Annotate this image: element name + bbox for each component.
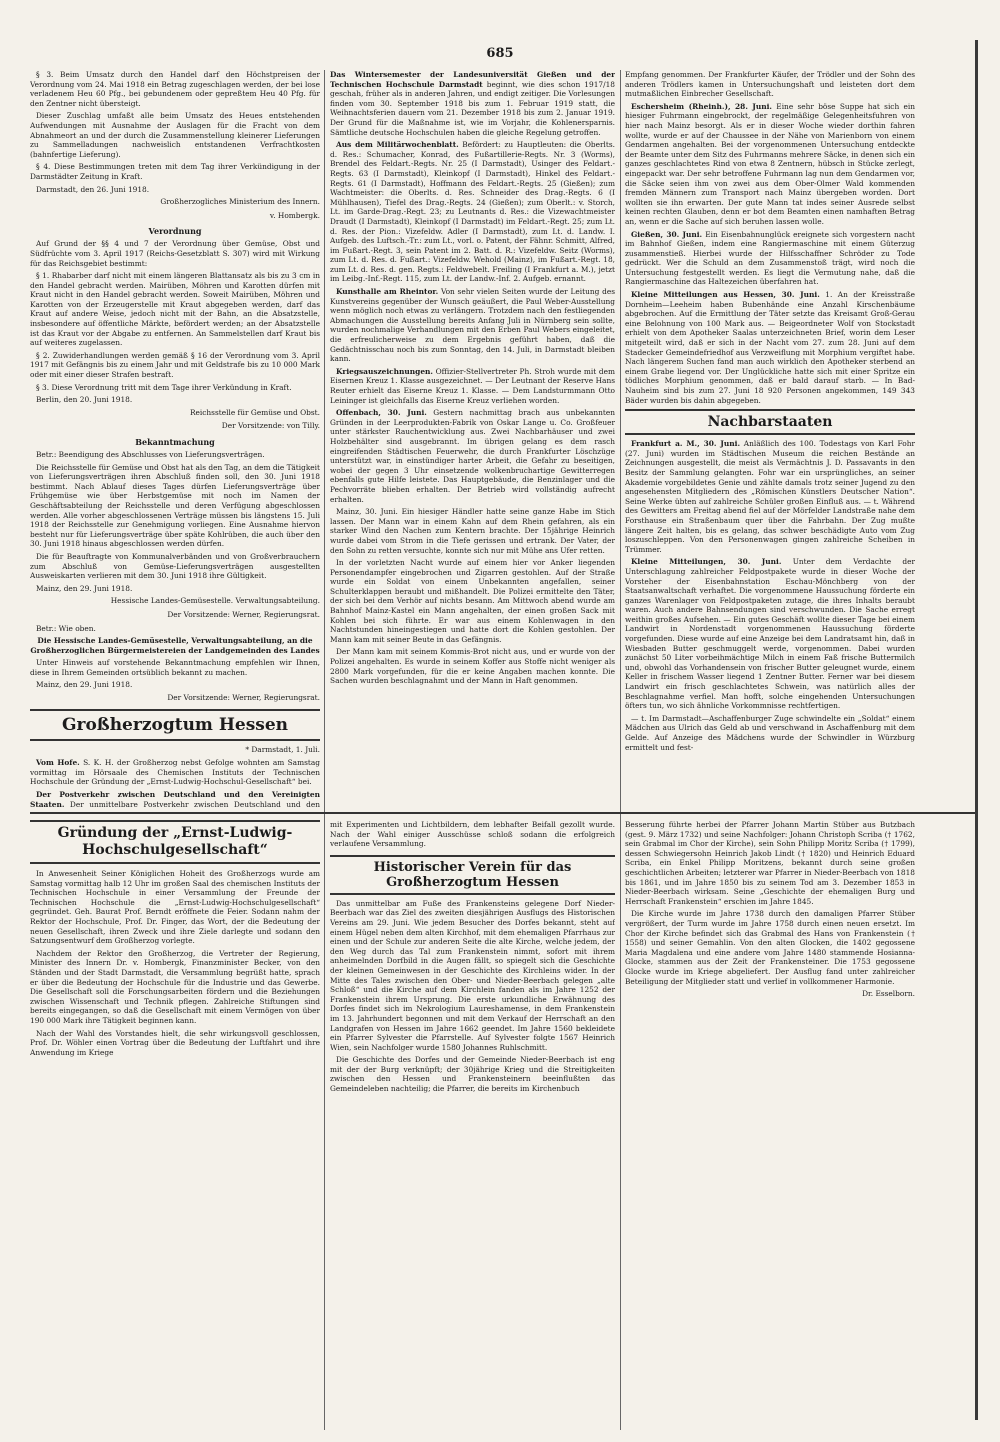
paragraph: beginnt, wie dies schon 1917/18 geschah, früher als in anderen Jahren, und endigt zeitiger. Die Vorlesungen finden vom 30. September 1918 bis zum 1. Februar 1919 statt, die Weihnachtsferien dauern vom 21. Dezember 1918 bis zum 2. Januar 1919. Der Grund für die Maßnahme ist, wie im Vorjahr, die Kohlenersparnis. Sämtliche deutsche Hochschulen haben die gleiche Regelung getroffen. (330, 79, 615, 137)
paragraph: Offizier-Stellvertreter Ph. Stroh wurde mit dem Eisernen Kreuz 1. Klasse ausgezeichnet. — Der Leutnant der Reserve Hans Reuter erhielt das Eiserne Kreuz 1. Klasse. — Dem Landsturmmann Otto Leininger ist gleichfalls das Eiserne Kreuz verliehen worden. (330, 366, 615, 405)
signature: Dr. Esselborn. (862, 989, 915, 999)
article-lead: Kleine Mitteilungen, 30. Juni. (631, 557, 782, 567)
article-lead: Eschersheim (Rheinh.), 28. Juni. (631, 101, 773, 111)
paragraph: Das unmittelbar am Fuße des Frankensteins gelegene Dorf Nieder-Beerbach war das Ziel des zweiten diesjährigen Ausflugs des Historischen Vereins am 29. Juni. Wie jedem Besucher des Dorfes bekannt, steht auf einem Hügel neben dem alten Kirchhof, mit dem ehemaligen Pfarrhaus zur einen und der Schule zur anderen Seite die alte Kirche, welche jedem, der den Weg durch das Tal zum Frankenstein nimmt, sofort mit ihrem anheimelnden Dorfbild in die Augen fällt, so spiegelt sich die Geschichte der kleinen Gemeinwesen in der Geschichte des Kirchleins wider. In der Mitte des Tales zwischen den Ober- und Nieder-Beerbach gelegen „alte Schloß“ und die Kirche auf dem Kirchlein fanden als im Jahre 1252 der Frankenstein ihrem Ursprung. Die erste urkundliche Erwähnung des Dorfes findet sich im Nekrologium Laureshamense, in dem Frankenstein im 13. Jahrhundert begonnen und mit dem Verkauf der Herrschaft an den Landgrafen von Hessen im Jahre 1662 geendet. Im Jahre 1560 bekleidete ein Pfarrer Sylvester die Pfarrstelle. Auf Sylvester folgte 1567 Heinrich Wien, sein Nachfolger wurde 1580 Johannes Ruhlschmitt. (330, 898, 615, 1052)
article-lead: Vom Hofe. (36, 758, 80, 768)
section-divider (30, 812, 975, 814)
signature: Der Vorsitzende: Werner, Regierungsrat. (167, 609, 320, 619)
paragraph: Ein Eisenbahnunglück ereignete sich vorgestern nacht im Bahnhof Gießen, indem eine Rangiermaschine mit einem Güterzug zusammenstieß. Hierbei wurde der Hilfsschaffner Schröder zu Tode gedrückt. Wer die Schuld an dem Zusammenstoß trägt, wird noch die Untersuchung festgestellt werden. Es liegt die Vermutung nahe, daß die Rangiermaschine das Haltezeichen überfahren hat. (625, 229, 915, 287)
signature: v. Hombergk. (269, 210, 320, 220)
paragraph: Betr.: Beendigung des Abschlusses von Lieferungsverträgen. (36, 450, 265, 459)
paragraph: § 2. Zuwiderhandlungen werden gemäß § 16 der Verordnung vom 3. April 1917 mit Gefängnis bis zu einem Jahr und mit Geldstrafe bis zu 10 000 Mark oder mit einer dieser Strafen bestraft. (30, 350, 320, 380)
paragraph: Die Reichsstelle für Gemüse und Obst hat als den Tag, an dem die Tätigkeit von Lieferungsverträgen ihren Abschluß finden soll, den 30. Juni 1918 bestimmt. Nach Ablauf dieses Tages dürfen Lieferungsverträge über Frühgemüse wie über Herbstgemüse mit noch im Namen der Geschäftsabteilung der Reichsstelle und deren Verfügung abgeschlossen werden. Alle vorher abgeschlossenen Verträge müssen bis längstens 15. Juli 1918 der Reichsstelle zur Genehmigung vorliegen. Eine Ausnahme hiervon besteht nur für Lieferungsverträge über späte Kohlrüben, die auch über den 30. Juni 1918 hinaus abgeschlossen werden dürfen. (30, 462, 320, 549)
article-lead: Der Postverkehr zwischen Deutschland und den Vereinigten Staaten. (30, 790, 320, 808)
paragraph: Die Kirche wurde im Jahre 1738 durch den damaligen Pfarrer Stüber vergrößert, der Turm wurde im Jahre 1758 durch einen neuen ersetzt. Im Chor der Kirche befindet sich das Grabmal des Hans von Frankenstein († 1558) und seiner Gemahlin. Von den alten Glocken, die 1402 gegossene Maria Magdalena und eine andere vom Jahre 1480 stammende Hosianna-Glocke, stammen aus der Zeit der Frankensteiner. Die 1753 gegossene Glocke wurde im Kriege abgeliefert. Der Ausflug fand unter zahlreicher Beteiligung der Mitglieder statt und verlief in vollkommener Harmonie. (625, 909, 915, 986)
paragraph: Befördert: zu Hauptleuten: die Oberlts. d. Res.: Schumacher, Konrad, des Fußartillerie-Regts. Nr. 3 (Worms), Brendel des Feldart.-Regts. Nr. 25 (I Darmstadt), Usinger des Feldart.-Regts. 63 (I Darmstadt), Kleinkopf (I Darmstadt), Hinkel des Feldart.-Regts. 61 (I Darmstadt), Hoffmann des Feldart.-Regts. 25 (Gießen); zum Wachtmeister: die Oberlts. d. Res. Schneider des Drag.-Regts. 6 (I Mühlhausen), Tiefel des Drag.-Regts. 24 (Gießen); zum Oberlt.: v. Storch, Lt. im Garde-Drag.-Regt. 23; zu Leutnants d. Res.: die Vizewachtmeister Draudt (I Darmstadt), Kleinkopf (I Darmstadt) im Feldart.-Regt. 25; zum Lt. d. Res. der Pion.: Vizefeldw. Adler (I Darmstadt), zum Lt. d. Landw. I. Aufgeb. des Luftsch.-Tr.: zum Lt., vorl. o. Patent, der Fähnr. Schmitt, Alfred, im Fußart.-Regt. 3, sein Patent im 2. Batt. d. R.: Vizefeldw. Seitz (Worms), zum Lt. d. Res. d. Fußart.: Vizefeldw. Wehold (Mainz), im Fußart.-Regt. 18, zum Lt. d. Res. d. gen. Regts.: Feldwebelt. Freiling (I Frankfurt a. M.), jetzt im Leibg.-Inf.-Regt. 115, zum Lt. der Landw.-Inf. 2. Aufgeb. ernannt. (330, 140, 615, 284)
paragraph: Nachdem der Rektor den Großherzog, die Vertreter der Regierung, Minister des Innern Dr. v. Hombergk, Finanzminister Becker, von den Ständen und der Stadt Darmstadt, die Versammlung begrüßt hatte, sprach er über die Bedeutung der Hochschule für die Industrie und das Gewerbe. Die Gesellschaft soll die Forschungsarbeiten fördern und die Beziehungen zwischen Wissenschaft und Technik pflegen. Zahlreiche Stiftungen sind bereits eingegangen, so daß die Gesellschaft mit einem Vermögen von über 190 000 Mark ihre Tätigkeit beginnen kann. (30, 948, 320, 1025)
column-1-lower (30, 820, 320, 1432)
paragraph: Mainz, den 29. Juni 1918. (36, 680, 133, 690)
address-line: Die Hessische Landes-Gemüsestelle, Verwaltungsabteilung, an die Großherzoglichen Bürgermeistereien der Landgemeinden des Landes (30, 636, 320, 655)
paragraph: § 1. Rhabarber darf nicht mit einem längeren Blattansatz als bis zu 3 cm in den Handel gebracht werden. Mairüben, Möhren und Karotten dürfen mit Kraut nicht in den Handel gebracht werden. Soweit Mairüben, Möhren und Karotten von der Erzeugerstelle mit Kraut abgegeben werden, darf das Kraut auf andere Weise, jedoch nicht mit der Bahn, an die Absatzstelle, insbesondere auf öffentliche Märkte, befördert werden; an der Absatzstelle ist das Kraut vor der Abgabe zu entfernen. An Sammelstellen darf Kraut bis auf weiteres zugelassen. (30, 271, 320, 348)
paragraph: Eine sehr böse Suppe hat sich ein hiesiger Fuhrmann eingebrockt, der regelmäßige Gelegenheitsfuhren von hier nach Mainz besorgt. Als er in dieser Woche wieder dorthin fahren wollte, wurde er auf der Chaussee in der Nähe von Marienborn von einem Gendarmen angehalten. Bei der vorgenommenen Untersuchung entdeckte der Beamte unter dem Sitz des Fuhrmanns mehrere Säcke, in denen sich ein ganzes geschlachtetes Rind von etwa 8 Zentnern, hübsch in Stücke zerlegt, eingepackt war. Der sehr betroffene Fuhrmann lag nun dem Gendarmen vor, die Säcke seien ihm von zwei aus dem Ober-Olmer Wald kommenden fremden Männern zum Transport nach Mainz übergeben worden. Dort wollten sie ihn erwarten. Der gute Mann tat indes seiner Ausrede selbst keinen rechten Glauben, denn er bot dem Beamten einen namhaften Betrag an, wenn er die Sache auf sich beruhen lassen wolle. (625, 101, 915, 226)
column-3-lower (625, 820, 915, 1432)
section-heading: Verordnung (148, 226, 202, 237)
paragraph: Besserung führte herbei der Pfarrer Johann Martin Stüber aus Butzbach (gest. 9. März 1732) und seine Nachfolger: Johann Christoph Scriba († 1762, sein Grabmal im Chor der Kirche), sein Sohn Philipp Moritz Scriba († 1799), dessen Schwiegersohn Heinrich Jakob Lindt († 1820) und Heinrich Eduard Scriba, ein Enkel Philipp Moritzens, bekannt durch seine großen geschichtlichen Arbeiten; letzterer war Pfarrer in Nieder-Beerbach von 1818 bis 1861, und im Jahre 1850 bis zu seinem Tod am 3. Dezember 1853 in Nieder-Beerbach wirksam. Seine „Geschichte der ehemaligen Burg und Herrschaft Frankenstein“ erschien im Jahre 1845. (625, 820, 915, 906)
paragraph: 1. An der Kreisstraße Dornheim—Leeheim haben Bubenhände eine Anzahl Kirschenbäume abgebrochen. Auf die Ermittlung der Täter setzte das Kreisamt Groß-Gerau eine Belohnung von 100 Mark aus. — Beigeordneter Wolf von Stockstadt erhielt von dem Apotheker Saalas unterzeichneten Brief, worin dem Leser mitgeteilt wird, daß er sich in der Nacht vom 27. zum 28. Juni auf dem Stadecker Gemeindefriedhof aus Verzweiflung mit Morphium vergiftet habe. Nach längerem Suchen fand man auch wirklich den Apotheker sterbend an einem Grabe liegend vor. Der Unglückliche hatte sich mit einer Spritze ein tödliches Morphium genommen, daß er bald darauf starb. — In Bad-Nauheim sind bis zum 27. Juni 18 920 Personen angekommen, 149 343 Bäder wurden bis dahin abgegeben. (625, 290, 915, 405)
paragraph: Mainz, 30. Juni. Ein hiesiger Händler hatte seine ganze Habe im Stich lassen. Der Mann war in einem Kahn auf dem Rhein gefahren, als ein starker Wind den Nachen zum Kentern brachte. Der 15jährige Heinrich wurde dabei vom Strom in die Tiefe gerissen und ertrank. Der Vater, der den Sohn zu retten versuchte, konnte sich nur mit Mühe ans Ufer retten. (330, 507, 615, 555)
paragraph: Betr.: Wie oben. (36, 623, 96, 633)
signature: Großherzogliches Ministerium des Innern. (160, 197, 320, 207)
paragraph: Auf Grund der §§ 4 und 7 der Verordnung über Gemüse, Obst und Südfrüchte vom 3. April 1917 (Reichs-Gesetzblatt S. 307) wird mit Wirkung für das Reichsgebiet bestimmt: (30, 239, 320, 268)
article-lead: Gießen, 30. Juni. (631, 229, 703, 239)
paragraph: Der unmittelbare Postverkehr zwischen Deutschland und den (69, 799, 320, 808)
column-3 (625, 70, 915, 808)
column-2 (330, 70, 615, 808)
paragraph: S. K. H. der Großherzog nebst Gefolge wohnten am Samstag vormittag im Hörsaale des Chemischen Instituts der Technischen Hochschule der Gründung der „Ernst-Ludwig-Hochschul-Gesellschaft“ bei. (30, 758, 320, 787)
paragraph: § 3. Diese Verordnung tritt mit dem Tage ihrer Verkündung in Kraft. (36, 382, 292, 392)
paragraph: Empfang genommen. Der Frankfurter Käufer, der Trödler und der Sohn des anderen Trödlers kamen in Untersuchungshaft und leisteten dort dem mutmaßlichen Einbrecher Gesellschaft. (625, 70, 915, 99)
paragraph: In Anwesenheit Seiner Königlichen Hoheit des Großherzogs wurde am Samstag vormittag halb 12 Uhr im großen Saal des chemischen Instituts der Technischen Hochschule in einer Versammlung der Freunde der Technischen Hochschule die „Ernst-Ludwig-Hochschulgesellschaft“ gegründet. Geh. Baurat Prof. Berndt eröffnete die Feier. Sodann nahm der Rektor der Hochschule, Prof. Dr. Finger, das Wort, der die Bedeutung der neuen Gesellschaft, ihren Zweck und ihre Ziele darlegte und sodann den Satzungsentwurf dem Großherzog vorlegte. (30, 869, 320, 946)
article-lead: Aus dem Militärwochenblatt. (336, 140, 459, 150)
page-edge-rule (975, 40, 978, 1420)
paragraph: Anläßlich des 100. Todestags von Karl Fohr (27. Juni) wurden im Städtischen Museum die reichen Bestände an Zeichnungen ausgestellt, die meist als Vermächtnis J. D. Passavants in den Besitz der Sammlung gelangten. Fohr war ein ursprüngliches, an seiner Akademie vorgebildetes Genie und zählte damals trotz seiner Jugend zu den angesehensten Mitgliedern des „Römischen Künstlers Deutscher Nation“. Seine Werke übten auf zahlreiche Schüler großen Einfluß aus. — t. Während des Gewitters am Freitag abend fiel auf der Mörfelder Landstraße nahe dem Forsthause ein Straßenbaum quer über die Fahrbahn. Der Zug mußte längere Zeit halten, bis es gelang, das schwer beschädigte Auto vom Zug loszuschleppen. Von den Personenwagen gingen zahlreiche Scheiben in Trümmer. (625, 439, 915, 554)
paragraph: Darmstadt, den 26. Juni 1918. (36, 184, 150, 194)
signature: Der Vorsitzende: Werner, Regierungsrat. (167, 693, 320, 703)
paragraph: In der vorletzten Nacht wurde auf einem hier vor Anker liegenden Personendampfer eingebrochen und Zigarren gestohlen. Auf der Straße wurde ein Soldat von einem Unbekannten angefallen, seiner Schulterklappen beraubt und mißhandelt. Die Polizei ermittelte den Täter, der sich bei dem Verhör auf nichts besann. Am Mittwoch abend wurde am Bahnhof Mainz-Kastel ein Mann angehalten, der einen großen Sack mit Kohlen bei sich führte. Er war aus einem Kohlenwagen in den Nachtstunden hineingestiegen und hatte dort die Kohlen gestohlen. Der Mann kam mit seiner Beute in das Gefängnis. (330, 558, 615, 644)
paragraph: Berlin, den 20. Juni 1918. (36, 395, 133, 405)
article-lead: Kriegsauszeichnungen. (336, 366, 433, 376)
column-divider (324, 70, 325, 1430)
section-banner: Großherzogtum Hessen (30, 709, 320, 741)
article-lead: Frankfurt a. M., 30. Juni. (631, 439, 741, 449)
signature: Reichsstelle für Gemüse und Obst. (189, 407, 320, 417)
paragraph: Unter Hinweis auf vorstehende Bekanntmachung empfehlen wir Ihnen, diese in Ihrem Gemeinden ortsüblich bekannt zu machen. (30, 658, 320, 677)
column-divider (620, 70, 621, 1430)
signature: Hessische Landes-Gemüsestelle. Verwaltungsabteilung. (110, 596, 320, 606)
column-1 (30, 70, 320, 808)
section-heading: Bekanntmachung (135, 437, 215, 447)
paragraph: Mainz, den 29. Juni 1918. (36, 583, 133, 593)
paragraph: Der Mann kam mit seinem Kommis-Brot nicht aus, und er wurde von der Polizei angehalten. Es wurde in seinem Koffer aus Stoffe nicht weniger als 2800 Mark vorgefunden, für die er keine Angaben machen konnte. Die Sachen wurden beschlagnahmt und der Mann in Haft genommen. (330, 647, 615, 686)
paragraph: mit Experimenten und Lichtbildern, dem lebhafter Beifall gezollt wurde. Nach der Wahl einiger Ausschüsse schloß sodann die erfolgreich verlaufene Versammlung. (330, 820, 615, 849)
article-lead: Kunsthalle am Rheintor. (336, 287, 439, 297)
paragraph: Von sehr vielen Seiten wurde der Leitung des Kunstvereins gegenüber der Wunsch geäußert, die Paul Weber-Ausstellung wenn möglich noch etwas zu verlängern. Trotzdem nach den festliegenden Abmachungen die Ausstellung bereits Anfang Juli in Nürnberg sein sollte, wurden nochmalige Verhandlungen mit den Erben Paul Webers eingeleitet, die erfreulicherweise zu dem Ergebnis geführt haben, daß die Gedächtnisschau noch bis zum Sonntag, den 14. Juli, in Darmstadt bleiben kann. (330, 287, 615, 364)
column-2-lower (330, 820, 615, 1432)
section-banner: Nachbarstaaten (625, 409, 915, 435)
paragraph: Die für Beauftragte von Kommunalverbänden und von Großverbrauchern zum Abschluß von Gemüse-Lieferungsverträgen ausgestellten Ausweiskarten verlieren mit dem 30. Juni 1918 ihre Gültigkeit. (30, 551, 320, 581)
page-number: 685 (486, 46, 514, 61)
paragraph: — t. Im Darmstadt—Aschaffenburger Zuge schwindelte ein „Soldat“ einem Mädchen aus Ulrich das Geld ab und verschwand in Aschaffenburg mit dem Gelde. Auf Anzeige des Mädchens wurde der Schwindler in Würzburg ermittelt und fest- (625, 713, 915, 752)
paragraph: § 3. Beim Umsatz durch den Handel darf den Höchstpreisen der Verordnung vom 24. Mai 1918 ein Betrag zugeschlagen werden, der bei lose verladenem Heu 60 Pfg., bei gebundenem oder gepreßtem Heu 40 Pfg. für den Zentner nicht übersteigt. (30, 70, 320, 108)
signature: Der Vorsitzende: von Tilly. (221, 421, 320, 431)
paragraph: Die Geschichte des Dorfes und der Gemeinde Nieder-Beerbach ist eng mit der der Burg verknüpft; der 30jährige Krieg und die Streitigkeiten zwischen den Hessen und Frankensteinern beeinflußten das Gemeindeleben nachteilig; die Pfarrer, die bereits im Kirchenbuch (330, 1055, 615, 1094)
article-lead: Das Wintersemester der Landesuniversität Gießen und der Technischen Hochschule Darmstadt (330, 70, 615, 89)
paragraph: Dieser Zuschlag umfaßt alle beim Umsatz des Heues entstehenden Aufwendungen mit Ausnahme der Auslagen für die Fracht von dem Abnahmeort an und der durch die Zusammenstellung kleinerer Lieferungen zu Sammelladungen nachweislich entstandenen Verfrachtkosten (bahnfertige Lieferung). (30, 111, 320, 159)
article-lead: Offenbach, 30. Juni. (336, 408, 427, 418)
paragraph: § 4. Diese Bestimmungen treten mit dem Tag ihrer Verkündigung in der Darmstädter Zeitung in Kraft. (30, 162, 320, 181)
article-lead: Kleine Mitteilungen aus Hessen, 30. Juni. (631, 290, 820, 300)
dateline: * Darmstadt, 1. Juli. (245, 744, 320, 754)
paragraph: Nach der Wahl des Vorstandes hielt, die sehr wirkungsvoll geschlossen, Prof. Dr. Wöhler einen Vortrag über die Bedeutung der Luftfahrt und ihre Anwendung im Kriege (30, 1028, 320, 1057)
article-headline: Gründung der „Ernst-Ludwig-Hochschulgesellschaft“ (30, 820, 320, 864)
paragraph: Unter dem Verdachte der Unterschlagung zahlreicher Feldpostpakete wurde in dieser Woche der Vorsteher der Eisenbahnstation Eschau-Mönchberg von der Staatsanwaltschaft verhaftet. Die vorgenommene Haussuchung förderte ein ganzes Warenlager von Feldpostpaketen zutage, die ihres Inhalts beraubt waren. Auch andere Bahnsendungen sind verschwunden. Die Sache erregt weithin großes Aufsehen. — Ein gutes Geschäft wollte dieser Tage bei einem Landwirt in Nordenstadt vorgenommenen Haussuchung förderte vorgefunden. Diese wurde auf eine Anzeige bei dem Landratsamt hin, daß in Wiesbaden Butter geschmuggelt werde, vorgenommen. Dabei wurden zunächst 50 Liter vorbeihmächtige Milch in einem Faß frische Buttermilch und, obwohl das Vorhandensein von frischer Butter geleugnet wurde, einem Keller in frischem Wasser liegend 1 Zentner Butter. Ferner war bei diesem Landwirt ein frisch geschlachtetes Schwein, was natürlich alles der Beschlagnahme verfiel. Man hofft, solche eingehenden Untersuchungen öfters tun, wo sich ähnliche Vorkommnisse rechtfertigen. (625, 557, 915, 711)
article-headline: Historischer Verein für das Großherzogtum Hessen (330, 855, 615, 895)
paragraph: Gestern nachmittag brach aus unbekannten Gründen in der Leerprodukten-Fabrik von Oskar Lange u. Co. Großfeuer unter stärkster Rauchentwicklung aus. Zwei Nachbarhäuser und zwei Holzbehälter sind ausgebrannt. Im übrigen gelang es dem rasch eingreifenden Städtischen Feuerwehr, die durch Frankfurter Löschzüge unterstützt war, in einstündiger harter Arbeit, die Gefahr zu beseitigen, wobei der gegen 3 Uhr einsetzende wolkenbruchartige Gewitterregen ebenfalls gute Hilfe leistete. Das Hauptgebäude, die Benzinlager und die Pechvorräte blieben erhalten. Der Betrieb wird vollständig aufrecht erhalten. (330, 408, 615, 504)
